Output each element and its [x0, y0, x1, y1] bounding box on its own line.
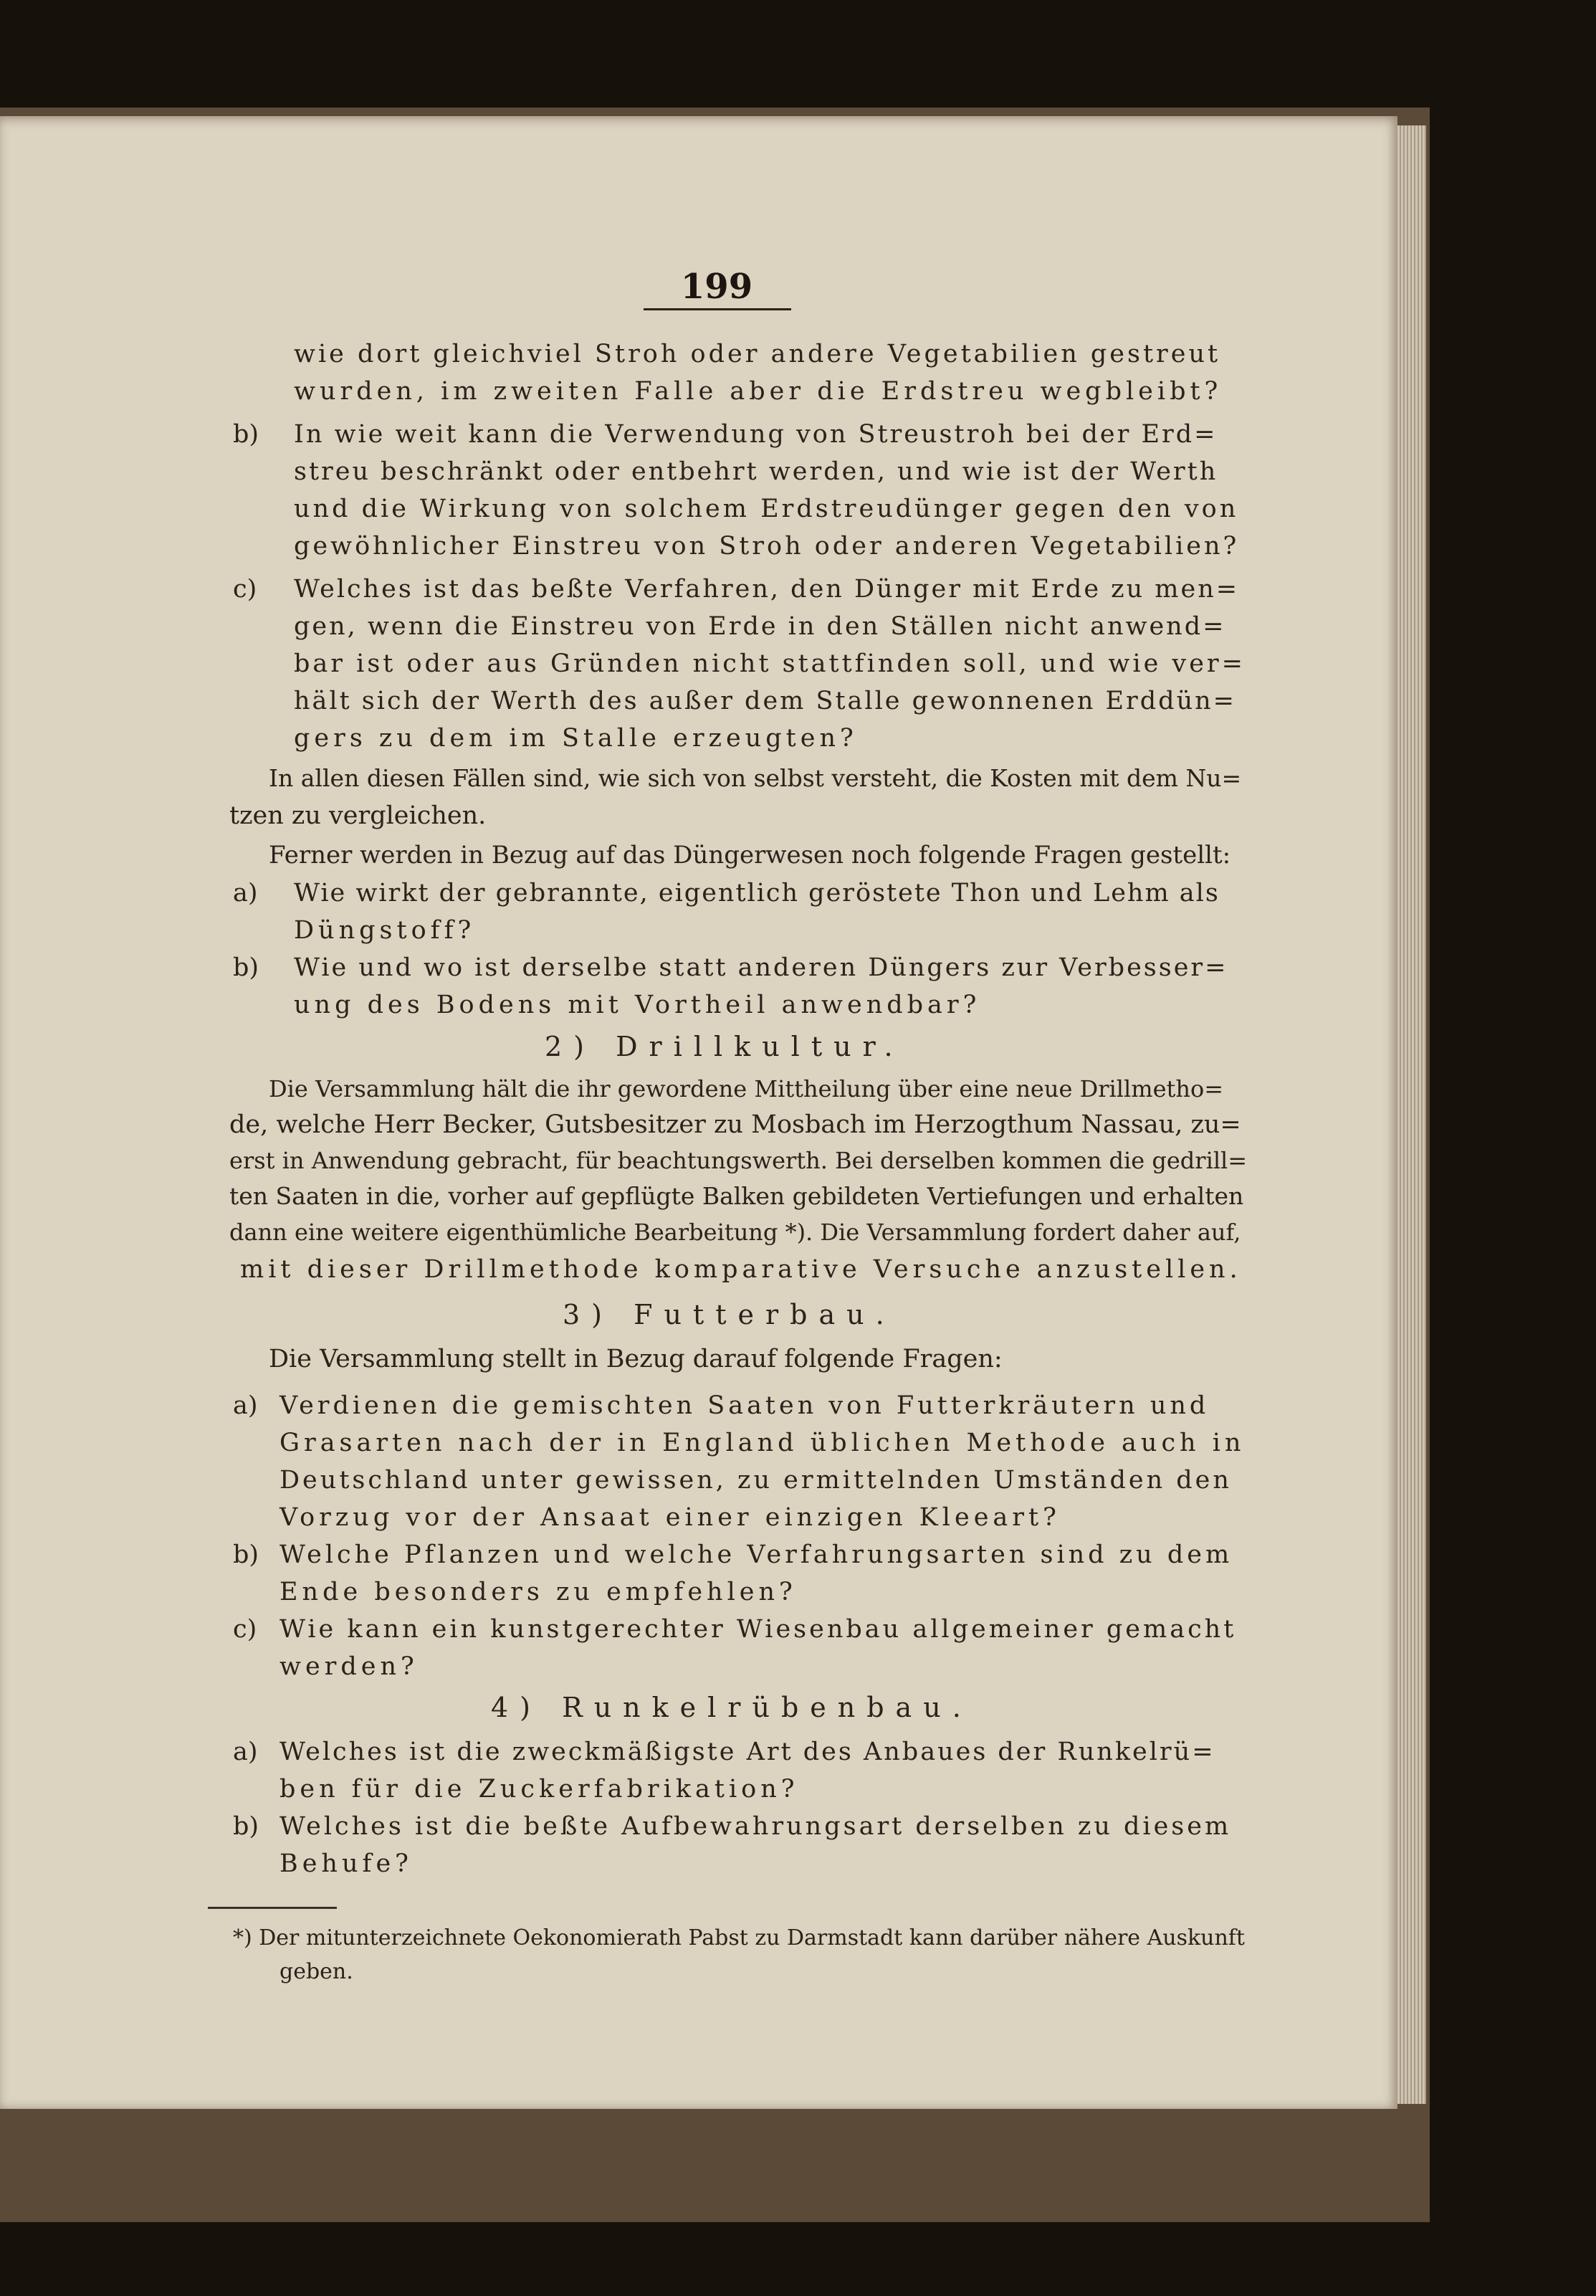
text-line: ten Saaten in die, vorher auf gepflügte Balken gebildeten Vertiefungen und erhalten [229, 1182, 1244, 1210]
text-line: bar ist oder aus Gründen nicht stattfinden soll, und wie ver= [294, 649, 1246, 678]
text-line: streu beschränkt oder entbehrt werden, und wie ist der Werth [294, 457, 1218, 486]
text-line: ben für die Zuckerfabrikation? [279, 1775, 799, 1804]
item-label: c) [233, 1615, 257, 1644]
footnote-line: geben. [279, 1959, 353, 1984]
text-line: gers zu dem im Stalle erzeugten? [294, 724, 858, 753]
text-line: Grasarten nach der in England üblichen Methode auch in [279, 1429, 1246, 1457]
text-line: tzen zu vergleichen. [229, 801, 487, 830]
text-line: Wie und wo ist derselbe statt anderen Düngers zur Verbesser= [294, 953, 1228, 982]
text-line: Düngstoff? [294, 916, 476, 945]
text-line: Ferner werden in Bezug auf das Düngerwesen noch folgende Fragen gestellt: [269, 841, 1231, 870]
text-line: wie dort gleichviel Stroh oder andere Vegetabilien gestreut [294, 340, 1221, 368]
text-line: Deutschland unter gewissen, zu ermittelnden Umständen den [279, 1466, 1232, 1495]
item-label: a) [233, 1391, 258, 1420]
text-line: de, welche Herr Becker, Gutsbesitzer zu Mosbach im Herzogthum Nassau, zu= [229, 1110, 1241, 1139]
section-heading: 4) Runkelrübenbau. [491, 1692, 973, 1723]
page-number: 199 [680, 267, 753, 307]
item-label: c) [233, 575, 257, 604]
text-line: werden? [279, 1652, 419, 1681]
item-label: b) [233, 953, 259, 982]
text-line: Welches ist das beßte Verfahren, den Dünger mit Erde zu men= [294, 575, 1240, 604]
text-line: Welches ist die zweckmäßigste Art des Anbaues der Runkelrü= [279, 1738, 1215, 1766]
item-label: b) [233, 420, 259, 449]
text-line: und die Wirkung von solchem Erdstreudünger gegen den von [294, 495, 1239, 523]
text-line: erst in Anwendung gebracht, für beachtungswerth. Bei derselben kommen die gedrill= [229, 1147, 1248, 1174]
section-heading: 3) Futterbau. [563, 1299, 896, 1330]
text-line: Behufe? [279, 1849, 413, 1878]
item-label: b) [233, 1812, 259, 1841]
text-line: ung des Bodens mit Vortheil anwendbar? [294, 991, 981, 1019]
section-heading: 2) Drillkultur. [545, 1031, 904, 1062]
footnote-rule [208, 1907, 337, 1909]
text-line: In wie weit kann die Verwendung von Streustroh bei der Erd= [294, 420, 1218, 449]
text-line: gen, wenn die Einstreu von Erde in den Ställen nicht anwend= [294, 612, 1226, 641]
text-line: gewöhnlicher Einstreu von Stroh oder anderen Vegetabilien? [294, 532, 1240, 561]
item-label: b) [233, 1540, 259, 1569]
footnote-line: *) Der mitunterzeichnete Oekonomierath Pabst zu Darmstadt kann darüber nähere Auskunft [233, 1925, 1245, 1950]
text-line: mit dieser Drillmethode komparative Versuche anzustellen. [240, 1255, 1242, 1284]
text-line: Die Versammlung hält die ihr gewordene Mittheilung über eine neue Drillmetho= [269, 1075, 1224, 1102]
text-line: Wie wirkt der gebrannte, eigentlich geröstete Thon und Lehm als [294, 879, 1220, 908]
text-line: Vorzug vor der Ansaat einer einzigen Kleeart? [279, 1503, 1061, 1532]
page-number-rule [644, 308, 791, 310]
text-line: Welche Pflanzen und welche Verfahrungsarten sind zu dem [279, 1540, 1233, 1569]
text-line: wurden, im zweiten Falle aber die Erdstreu wegbleibt? [294, 377, 1223, 406]
text-line: Wie kann ein kunstgerechter Wiesenbau allgemeiner gemacht [279, 1615, 1237, 1644]
text-line: hält sich der Werth des außer dem Stalle gewonnenen Erddün= [294, 687, 1236, 715]
text-line: In allen diesen Fällen sind, wie sich von selbst versteht, die Kosten mit dem Nu= [269, 764, 1242, 792]
text-line: Die Versammlung stellt in Bezug darauf folgende Fragen: [269, 1345, 1003, 1373]
text-line: dann eine weitere eigenthümliche Bearbeitung *). Die Versammlung fordert daher auf, [229, 1219, 1241, 1246]
text-line: Ende besonders zu empfehlen? [279, 1578, 797, 1606]
text-line: Verdienen die gemischten Saaten von Futterkräutern und [279, 1391, 1210, 1420]
text-line: Welches ist die beßte Aufbewahrungsart derselben zu diesem [279, 1812, 1232, 1841]
item-label: a) [233, 879, 258, 908]
item-label: a) [233, 1738, 258, 1766]
